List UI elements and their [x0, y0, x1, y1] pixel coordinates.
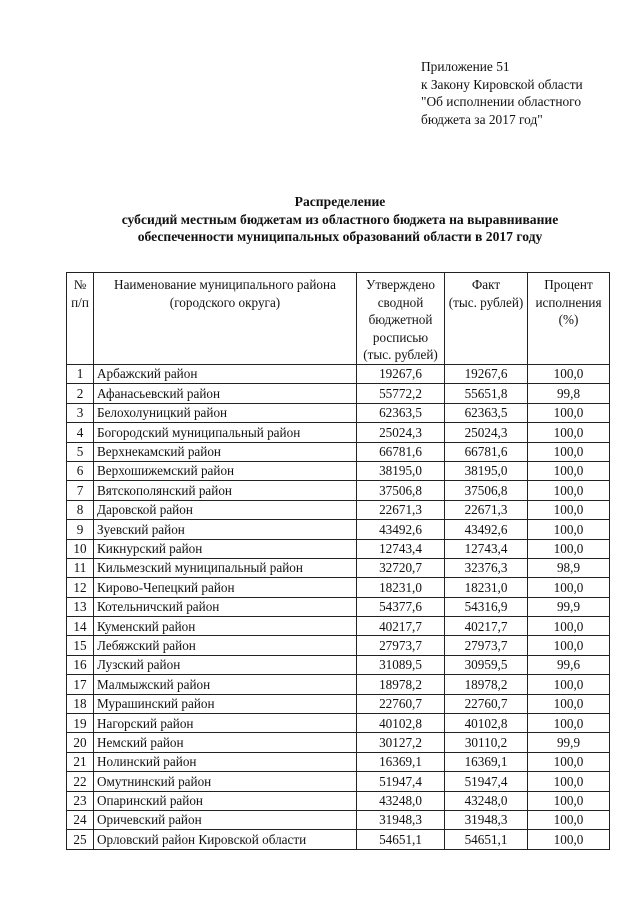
table-row	[67, 558, 610, 577]
district-name: Арбажский район	[94, 365, 357, 384]
table-row	[67, 791, 610, 810]
row-number: 14	[67, 617, 94, 636]
table-row	[67, 733, 610, 752]
fact-amount: 22760,7	[445, 694, 528, 713]
district-name: Котельничский район	[94, 597, 357, 616]
fact-amount: 43492,6	[445, 520, 528, 539]
row-number: 19	[67, 714, 94, 733]
header-fact: Факт (тыс. рублей)	[445, 273, 528, 365]
district-name: Богородский муниципальный район	[94, 423, 357, 442]
approved-amount: 31089,5	[357, 655, 445, 674]
district-name: Верхнекамский район	[94, 442, 357, 461]
execution-percent: 100,0	[528, 520, 610, 539]
table-row	[67, 810, 610, 829]
table-row	[67, 714, 610, 733]
execution-percent: 99,9	[528, 733, 610, 752]
execution-percent: 100,0	[528, 810, 610, 829]
district-name: Куменский район	[94, 617, 357, 636]
execution-percent: 100,0	[528, 500, 610, 519]
execution-percent: 100,0	[528, 694, 610, 713]
row-number: 3	[67, 403, 94, 422]
table-row	[67, 500, 610, 519]
execution-percent: 100,0	[528, 442, 610, 461]
fact-amount: 32376,3	[445, 558, 528, 577]
table-row	[67, 365, 610, 384]
fact-amount: 37506,8	[445, 481, 528, 500]
header-approved: Утверждено сводной бюджетной росписью (тыс. рублей)	[357, 273, 445, 365]
fact-amount: 40217,7	[445, 617, 528, 636]
header-num: № п/п	[67, 273, 94, 365]
row-number: 7	[67, 481, 94, 500]
table-row	[67, 830, 610, 849]
execution-percent: 99,8	[528, 384, 610, 403]
row-number: 17	[67, 675, 94, 694]
fact-amount: 27973,7	[445, 636, 528, 655]
table-row	[67, 461, 610, 480]
row-number: 20	[67, 733, 94, 752]
district-name: Даровской район	[94, 500, 357, 519]
table-row	[67, 578, 610, 597]
execution-percent: 100,0	[528, 539, 610, 558]
table-row	[67, 772, 610, 791]
execution-percent: 98,9	[528, 558, 610, 577]
title-line: обеспеченности муниципальных образований области в 2017 году	[137, 229, 543, 244]
row-number: 10	[67, 539, 94, 558]
fact-amount: 25024,3	[445, 423, 528, 442]
table-row	[67, 442, 610, 461]
approved-amount: 66781,6	[357, 442, 445, 461]
execution-percent: 100,0	[528, 403, 610, 422]
row-number: 11	[67, 558, 94, 577]
district-name: Нагорский район	[94, 714, 357, 733]
appendix-line: бюджета за 2017 год"	[421, 111, 543, 127]
fact-amount: 30110,2	[445, 733, 528, 752]
row-number: 6	[67, 461, 94, 480]
table-header-row	[67, 273, 610, 365]
approved-amount: 19267,6	[357, 365, 445, 384]
district-name: Нолинский район	[94, 752, 357, 771]
row-number: 8	[67, 500, 94, 519]
district-name: Омутнинский район	[94, 772, 357, 791]
fact-amount: 18978,2	[445, 675, 528, 694]
table-row	[67, 403, 610, 422]
execution-percent: 100,0	[528, 617, 610, 636]
table-row	[67, 694, 610, 713]
district-name: Лузский район	[94, 655, 357, 674]
row-number: 24	[67, 810, 94, 829]
execution-percent: 100,0	[528, 636, 610, 655]
approved-amount: 43248,0	[357, 791, 445, 810]
approved-amount: 22671,3	[357, 500, 445, 519]
row-number: 1	[67, 365, 94, 384]
approved-amount: 32720,7	[357, 558, 445, 577]
execution-percent: 100,0	[528, 423, 610, 442]
fact-amount: 22671,3	[445, 500, 528, 519]
approved-amount: 12743,4	[357, 539, 445, 558]
execution-percent: 100,0	[528, 578, 610, 597]
row-number: 22	[67, 772, 94, 791]
row-number: 23	[67, 791, 94, 810]
table-row	[67, 617, 610, 636]
execution-percent: 99,9	[528, 597, 610, 616]
row-number: 2	[67, 384, 94, 403]
execution-percent: 100,0	[528, 461, 610, 480]
fact-amount: 54651,1	[445, 830, 528, 849]
table-row	[67, 423, 610, 442]
district-name: Зуевский район	[94, 520, 357, 539]
row-number: 21	[67, 752, 94, 771]
approved-amount: 40217,7	[357, 617, 445, 636]
district-name: Кильмезский муниципальный район	[94, 558, 357, 577]
district-name: Вятскополянский район	[94, 481, 357, 500]
execution-percent: 100,0	[528, 675, 610, 694]
execution-percent: 100,0	[528, 481, 610, 500]
approved-amount: 55772,2	[357, 384, 445, 403]
header-name: Наименование муниципального района (городского округа)	[94, 273, 357, 365]
table-row	[67, 752, 610, 771]
execution-percent: 100,0	[528, 791, 610, 810]
approved-amount: 22760,7	[357, 694, 445, 713]
row-number: 13	[67, 597, 94, 616]
appendix-line: Приложение 51	[421, 59, 510, 74]
fact-amount: 62363,5	[445, 403, 528, 422]
execution-percent: 99,6	[528, 655, 610, 674]
table-row	[67, 597, 610, 616]
row-number: 16	[67, 655, 94, 674]
fact-amount: 43248,0	[445, 791, 528, 810]
fact-amount: 55651,8	[445, 384, 528, 403]
row-number: 25	[67, 830, 94, 849]
fact-amount: 30959,5	[445, 655, 528, 674]
fact-amount: 54316,9	[445, 597, 528, 616]
district-name: Мурашинский район	[94, 694, 357, 713]
row-number: 18	[67, 694, 94, 713]
district-name: Белохолуницкий район	[94, 403, 357, 422]
district-name: Опаринский район	[94, 791, 357, 810]
execution-percent: 100,0	[528, 752, 610, 771]
table-row	[67, 539, 610, 558]
approved-amount: 18231,0	[357, 578, 445, 597]
approved-amount: 30127,2	[357, 733, 445, 752]
fact-amount: 16369,1	[445, 752, 528, 771]
district-name: Немский район	[94, 733, 357, 752]
row-number: 15	[67, 636, 94, 655]
district-name: Афанасьевский район	[94, 384, 357, 403]
execution-percent: 100,0	[528, 830, 610, 849]
approved-amount: 54651,1	[357, 830, 445, 849]
approved-amount: 43492,6	[357, 520, 445, 539]
fact-amount: 51947,4	[445, 772, 528, 791]
district-name: Верхошижемский район	[94, 461, 357, 480]
approved-amount: 51947,4	[357, 772, 445, 791]
district-name: Малмыжский район	[94, 675, 357, 694]
header-percent: Процент исполнения (%)	[528, 273, 610, 365]
subsidy-table	[66, 272, 610, 850]
approved-amount: 62363,5	[357, 403, 445, 422]
district-name: Орловский район Кировской области	[94, 830, 357, 849]
row-number: 5	[67, 442, 94, 461]
appendix-line: "Об исполнении областного	[421, 94, 582, 109]
document-title	[40, 193, 640, 246]
district-name: Лебяжский район	[94, 636, 357, 655]
row-number: 4	[67, 423, 94, 442]
approved-amount: 18978,2	[357, 675, 445, 694]
table-body	[67, 365, 610, 850]
approved-amount: 40102,8	[357, 714, 445, 733]
fact-amount: 12743,4	[445, 539, 528, 558]
table-row	[67, 655, 610, 674]
fact-amount: 18231,0	[445, 578, 528, 597]
appendix-note	[421, 58, 631, 128]
approved-amount: 25024,3	[357, 423, 445, 442]
district-name: Кикнурский район	[94, 539, 357, 558]
table-row	[67, 675, 610, 694]
approved-amount: 54377,6	[357, 597, 445, 616]
fact-amount: 38195,0	[445, 461, 528, 480]
approved-amount: 16369,1	[357, 752, 445, 771]
approved-amount: 27973,7	[357, 636, 445, 655]
approved-amount: 31948,3	[357, 810, 445, 829]
approved-amount: 37506,8	[357, 481, 445, 500]
table-row	[67, 636, 610, 655]
approved-amount: 38195,0	[357, 461, 445, 480]
fact-amount: 31948,3	[445, 810, 528, 829]
appendix-line: к Закону Кировской области	[421, 76, 583, 92]
execution-percent: 100,0	[528, 714, 610, 733]
fact-amount: 66781,6	[445, 442, 528, 461]
execution-percent: 100,0	[528, 772, 610, 791]
table-row	[67, 481, 610, 500]
title-line: субсидий местным бюджетам из областного бюджета на выравнивание	[121, 211, 559, 227]
row-number: 12	[67, 578, 94, 597]
fact-amount: 19267,6	[445, 365, 528, 384]
district-name: Оричевский район	[94, 810, 357, 829]
fact-amount: 40102,8	[445, 714, 528, 733]
table-row	[67, 520, 610, 539]
table-row	[67, 384, 610, 403]
title-line: Распределение	[294, 194, 386, 209]
execution-percent: 100,0	[528, 365, 610, 384]
district-name: Кирово-Чепецкий район	[94, 578, 357, 597]
row-number: 9	[67, 520, 94, 539]
